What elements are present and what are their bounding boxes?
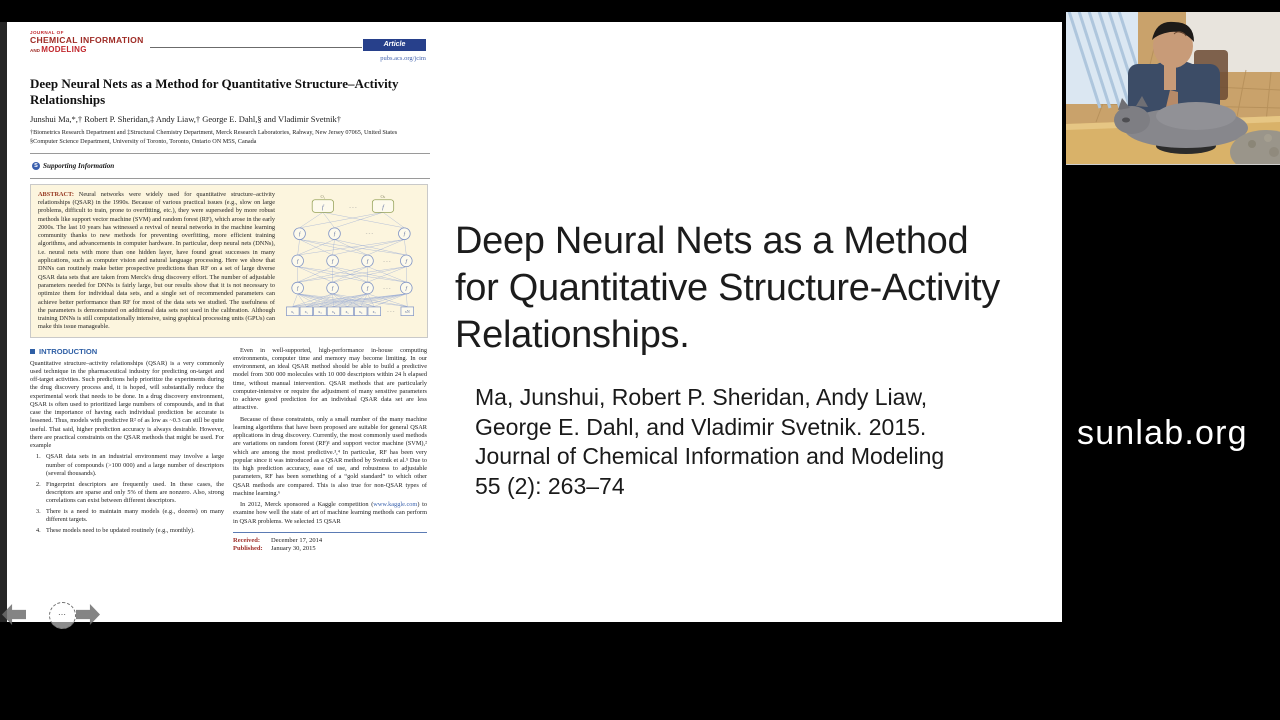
journal-logo-line1: JOURNAL OF [30,30,64,35]
svg-text:f: f [333,231,336,238]
svg-text:x₃: x₃ [318,309,322,314]
svg-text:f: f [296,285,299,292]
svg-text:x₆: x₆ [359,309,363,314]
slide-panel [433,22,1062,622]
svg-text:f: f [382,204,384,211]
svg-text:- - -: - - - [365,231,374,237]
svg-text:x₅: x₅ [345,309,349,314]
abstract-section [30,184,428,338]
journal-logo-line2: CHEMICAL INFORMATION [30,35,144,45]
svg-text:f: f [331,258,334,265]
window-edge [0,22,7,622]
slide-title: Deep Neural Nets as a Method for Quantitative Structure-Activity Relationships. [455,220,1000,356]
paper-title: Deep Neural Nets as a Method for Quantitative Structure–Activity Relationships [30,76,399,107]
received-published-block [233,532,427,553]
svg-text:f: f [322,204,324,211]
affiliation-2: §Computer Science Department, University of Toronto, Toronto, Ontario ON M5S, Canada [30,138,257,146]
list-item: 1. QSAR data sets in an industrial environment may involve a large number of compounds (>100 000) and a large number of descriptors (several thousands). [36,453,224,477]
journal-site-link[interactable]: pubs.acs.org/jcim [380,55,426,62]
section-square-icon [30,349,35,354]
svg-text:f: f [331,285,334,292]
introduction-heading: INTRODUCTION [30,347,224,356]
published-row: Published: January 30, 2015 [233,545,316,553]
svg-text:- - -: - - - [349,205,357,211]
svg-text:f: f [403,231,406,238]
svg-text:f: f [296,258,299,265]
svg-text:f: f [366,258,369,265]
svg-text:f: f [298,231,301,238]
svg-text:x₂: x₂ [304,309,309,314]
supporting-info-label[interactable]: Supporting Information [43,162,115,171]
svg-text:x₄: x₄ [331,309,336,314]
paper-body-columns [30,347,428,554]
body-paragraph: Because of these constraints, only a small number of the many machine learning algorithms that have been proposed are suitable for general QSAR applications in drug discovery. Currently, the most commonly used methods are variations on random forest (RF)¹ and support vector machine (SVM),² which are among the most predictive.³,⁴ In particular, RF has been very popular since it was introduced as a QSAR method by Svetnik et al.⁵ Due to its high prediction accuracy, ease of use, and robustness to adjustable parameters, RF has been something of a “gold standard” to which other QSAR methods are compared. This is also true for non-QSAR types of machine learning.⁶ [233,415,427,497]
body-paragraph: Even in well-supported, high-performance in-house computing environments, computer time and memory may become limiting. In our environment, an ideal QSAR method should be able to build a predictive model from 300 000 molecules with 10 000 descriptors within 24 h elapsed time, without manual intervention. QSAR methods that are particularly computer-intensive or require the adjustment of many sensitive parameters to achieve good prediction for an individual QSAR data set are less attractive. [233,346,427,412]
svg-text:Oₖ: Oₖ [380,193,386,199]
svg-text:- - -: - - - [383,258,391,264]
right-sidebar [1062,0,1280,720]
intro-paragraph: Quantitative structure–activity relationships (QSAR) is a very commonly used technique in the pharmaceutical industry for predicting on-target and off-target activities. Such predictions help prioritize the experiments during the drug discovery process and, it is hoped, will substantially reduce the experimental work that needs to be done. In a drug discovery environment, QSAR is often used to prioritized large numbers of compounds, and in that case the importance of having each individual prediction be accurate is lessened. Thus, models with predictive R² of as low as ~0.3 can still be quite useful. That said, higher prediction accuracy is always desirable. However, there are practical constraints on the QSAR methods that might be used. For example [30,359,224,450]
list-item: 3. There is a need to maintain many models (e.g., dozens) on many different targets. [36,507,224,524]
abstract-label: ABSTRACT: [38,190,74,198]
sunlab-branding: sunlab.org [1077,414,1248,452]
svg-text:f: f [366,285,369,292]
paper-column-right [233,347,427,554]
affiliation-1: †Biometrics Research Department and ‡Structural Chemistry Department, Merck Research Laboratories, Rahway, New Jersey 07065, United States [30,129,398,136]
body-paragraph: In 2012, Merck sponsored a Kaggle competition (www.kaggle.com) to examine how well the state of art of machine learning methods can perform in QSAR problems. We selected 15 QSAR [233,501,427,525]
list-item: 2. Fingerprint descriptors are frequently used. In these cases, the descriptors are sparse and only 5% of them are nonzero. Also, strong correlations can exist between different descriptors. [36,480,224,505]
received-row: Received: December 17, 2014 [233,536,323,544]
paper-column-left [30,347,224,554]
abstract-graphic [282,191,420,321]
webcam-scene [1066,12,1280,164]
kaggle-link[interactable]: www.kaggle.com [373,501,418,509]
supporting-info-icon: S [32,162,40,170]
pdf-paper-page [7,22,433,622]
abstract-text: ABSTRACT: Neural networks were widely used for quantitative structure–activity relationships (QSAR) in the 1990s. Because of various practical issues (e.g., slow on large problems, difficult to train, prone to overfitting, etc.), they were superseded by more robust methods like support vector machine (SVM) and random forest (RF), which arose in the early 2000s. The last 10 years has witnessed a revival of neural networks in the machine learning community thanks to new methods for preventing overfitting, more efficient training algorithms, and advancements in computer hardware. In particular, deep neural nets (DNNs), i.e. neural nets with more than one hidden layer, have found great successes in many applications, such as computer vision and natural language processing. Here we show that DNNs can routinely make better prospective predictions than RF on a set of large diverse QSAR data sets that are taken from Merck's drug discovery effort. The number of adjustable parameters needed for DNNs is fairly large, but our results show that it is not necessary to optimize them for individual data sets, and a single set of recommended parameters can achieve better performance than RF for most of the data sets we studied. The usefulness of the parameters is demonstrated on additional data sets not used in the calibration. Although training DNNs is still computationally intensive, using graphical processing units (GPUs) can make this issue manageable. [38,190,276,331]
svg-text:- - -: - - - [383,286,391,292]
journal-logo-line3: AND MODELING [30,45,87,54]
intro-list [30,453,224,535]
svg-text:- - -: - - - [387,309,395,315]
neural-network-diagram [282,191,420,321]
svg-text:x₇: x₇ [372,309,376,314]
slide-citation: Ma, Junshui, Robert P. Sheridan, Andy Liaw, George E. Dahl, and Vladimir Svetnik. 2015. Journal of Chemical Information and Modeling 55 (2): 263–74 [475,384,945,499]
supporting-information-row [30,153,430,179]
svg-text:f: f [405,285,408,292]
list-item: 4. These models need to be updated routinely (e.g., monthly). [36,526,195,534]
webcam-video [1066,12,1280,165]
paper-affiliations [30,129,428,146]
svg-text:x₁: x₁ [291,309,295,314]
more-options-icon[interactable]: ⋯ [49,602,76,629]
header-rule [150,47,362,48]
paper-authors: Junshui Ma,*,† Robert P. Sheridan,‡ Andy Liaw,† George E. Dahl,§ and Vladimir Svetnik† [30,114,342,124]
svg-text:O₁: O₁ [320,193,326,199]
article-type-badge: Article [363,39,426,51]
svg-text:f: f [405,258,408,265]
svg-text:xN: xN [404,309,410,314]
